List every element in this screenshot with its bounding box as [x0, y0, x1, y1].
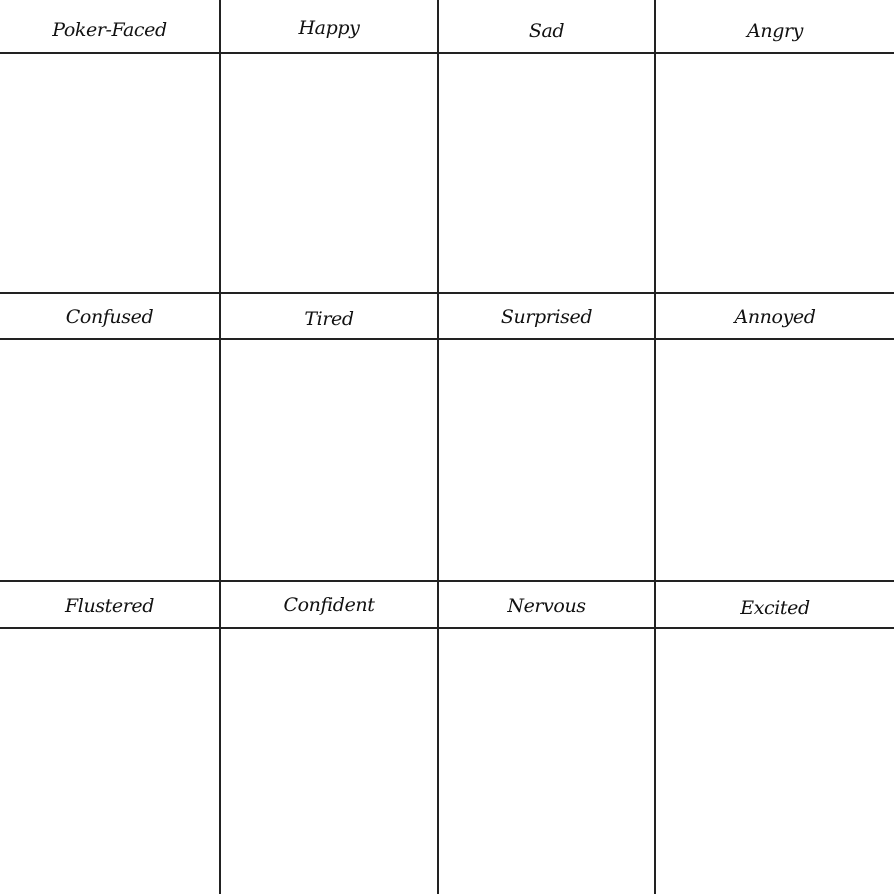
- cell-label-excited: Excited: [740, 597, 810, 619]
- row-3-header-divider: [0, 627, 894, 629]
- row-1-header-divider: [0, 52, 894, 54]
- cell-label-happy: Happy: [298, 17, 360, 39]
- cell-label-confused: Confused: [65, 306, 154, 328]
- cell-label-surprised: Surprised: [500, 306, 593, 328]
- column-divider: [437, 0, 439, 894]
- cell-label-confident: Confident: [283, 594, 375, 616]
- cell-label-nervous: Nervous: [507, 595, 586, 617]
- row-divider: [0, 292, 894, 294]
- row-divider: [0, 580, 894, 582]
- cell-label-sad: Sad: [528, 20, 565, 42]
- column-divider: [654, 0, 656, 894]
- cell-label-poker-faced: Poker-Faced: [52, 19, 167, 41]
- cell-label-angry: Angry: [747, 20, 803, 42]
- cell-label-tired: Tired: [304, 308, 354, 330]
- cell-label-annoyed: Annoyed: [734, 306, 816, 328]
- column-divider: [219, 0, 221, 894]
- cell-label-flustered: Flustered: [64, 595, 155, 617]
- row-2-header-divider: [0, 338, 894, 340]
